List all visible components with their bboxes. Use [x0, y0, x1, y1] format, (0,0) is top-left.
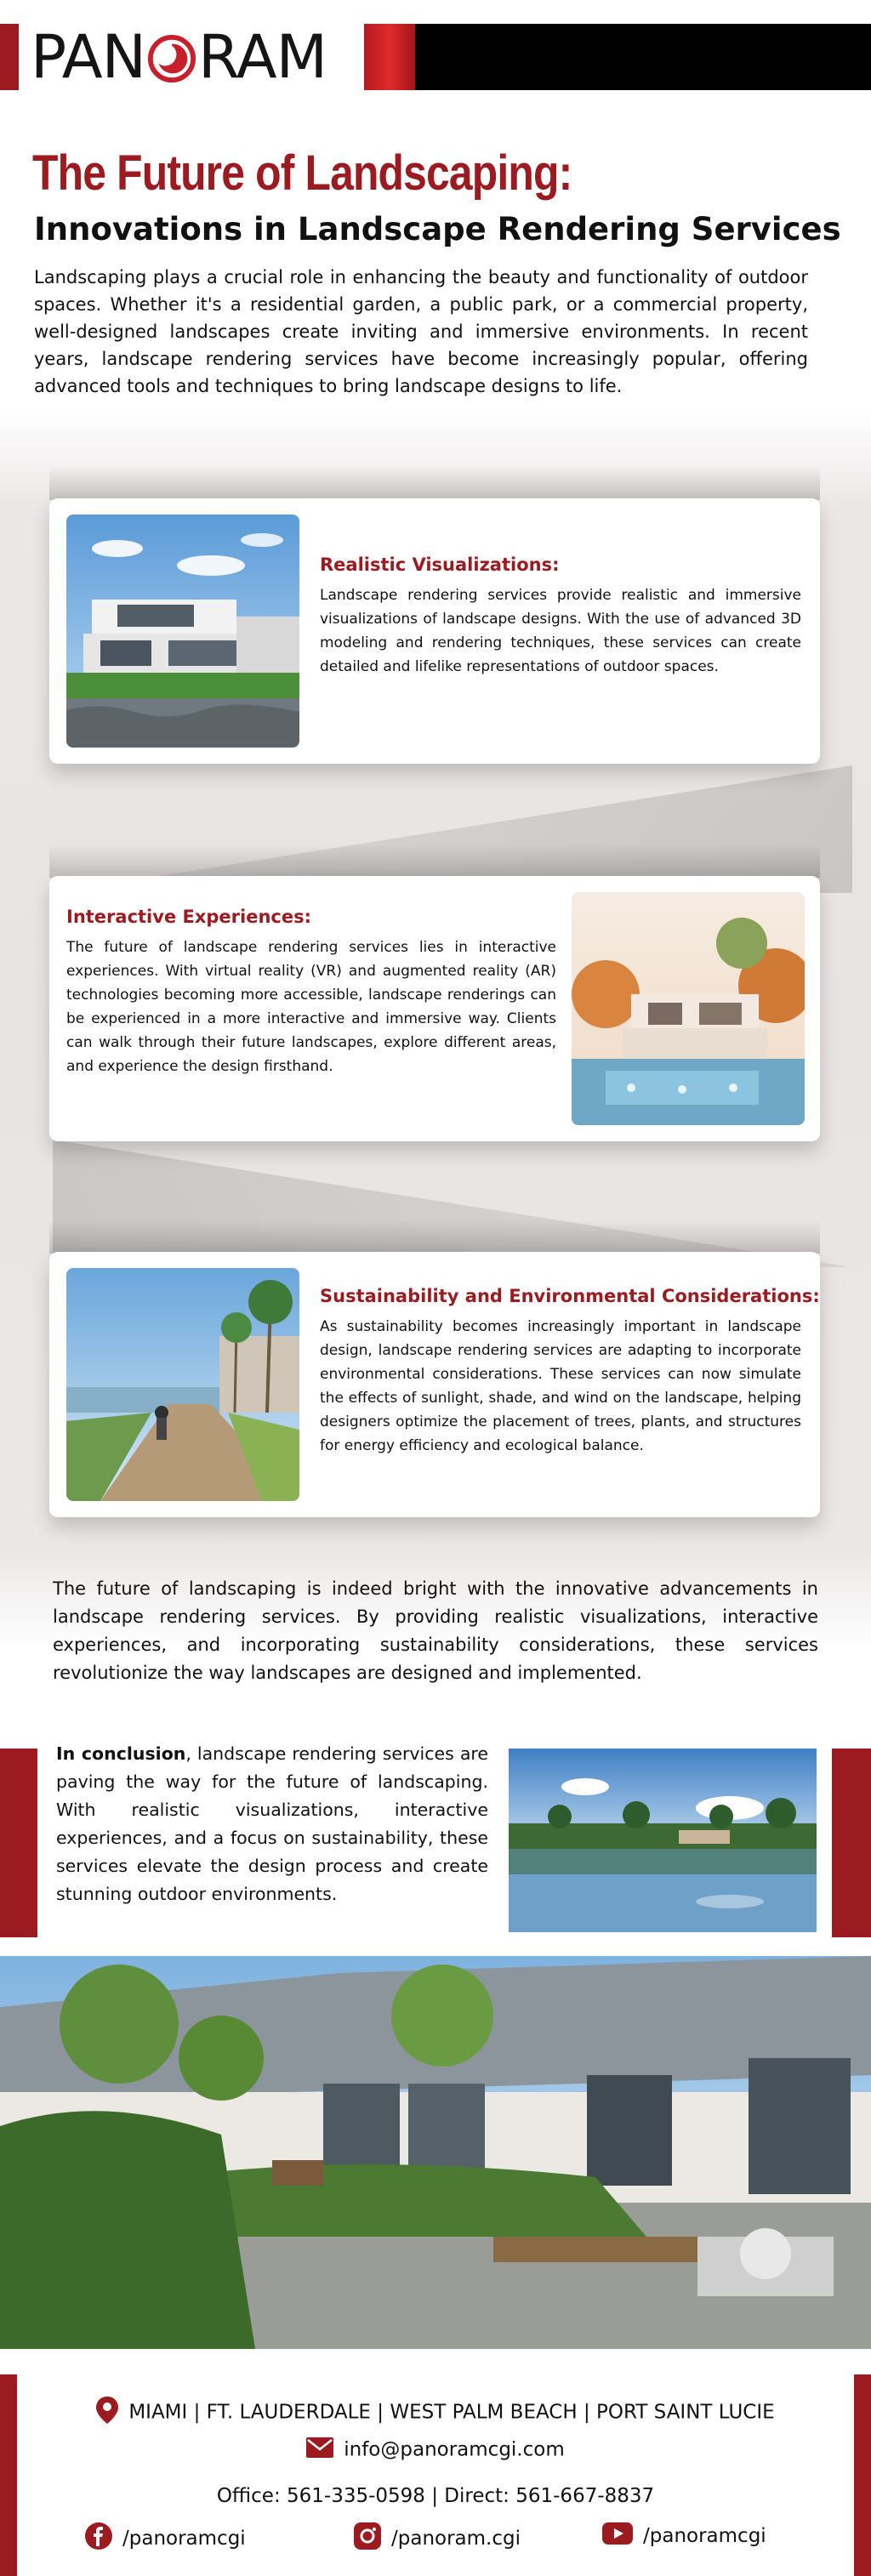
footer-phones: Office: 561-335-0598 | Direct: 561-667-8837 [216, 2485, 655, 2507]
conclusion-red-accent-right [832, 1749, 871, 1937]
footer-locations [0, 2397, 871, 2429]
tropical-lake-image [509, 1749, 817, 1932]
card-body: The future of landscape rendering services lies in interactive experiences. With virtual reality (VR) and augmented reality (AR) technologies becoming more accessible, landscape renderings can be experienced in a more interactive and immersive way. Clients can walk through their future landscapes, explore different areas, and experience the design firsthand. [66, 939, 556, 1075]
feature-card-realistic [49, 498, 820, 764]
card-body: Landscape rendering services provide realistic and immersive visualizations of landscape designs. With the use of advanced 3D modeling and rendering techniques, these services can create detailed and lifelike representations of outdoor spaces. [320, 587, 801, 675]
card-body: As sustainability becomes increasingly important in landscape design, landscape rendering services are adapting to incorporate environmental considerations. These services can now simulate the effects of sunlight, shade, and wind on the landscape, helping designers optimize the placement of trees, plants, and structures for energy efficiency and ecological balance. [320, 1318, 801, 1454]
swirl-o-icon [147, 34, 196, 83]
feature-card-interactive [49, 876, 820, 1141]
card-top-shadow [49, 1220, 820, 1254]
youtube-icon [602, 2522, 633, 2550]
conclusion-lead: In conclusion [56, 1743, 186, 1764]
header-red-bar [364, 24, 415, 90]
youtube-handle[interactable]: /panoramcgi [643, 2525, 766, 2547]
boardwalk-palms-image [66, 1268, 299, 1501]
conclusion-paragraph [56, 1740, 488, 1908]
locations-text: MIAMI | FT. LAUDERDALE | WEST PALM BEACH | PORT SAINT LUCIE [128, 2401, 775, 2424]
youtube-link[interactable] [602, 2522, 766, 2550]
instagram-handle[interactable]: /panoram.cgi [391, 2528, 521, 2550]
header-red-accent-left [0, 24, 19, 90]
envelope-icon [306, 2437, 333, 2463]
page-title: The Future of Landscaping: [32, 145, 572, 201]
header [0, 24, 871, 90]
email-link[interactable]: info@panoramcgi.com [344, 2438, 565, 2461]
intro-paragraph: Landscaping plays a crucial role in enhancing the beauty and functionality of outdoor spaces. Whether it's a residential garden, a public park, or a commercial property, well-designed landscapes create inviting and immersive environments. In recent years, landscape rendering services have become increasingly popular, offering advanced tools and techniques to bring landscape designs to life. [34, 267, 808, 396]
page-subtitle: Innovations in Landscape Rendering Services [34, 211, 841, 247]
card-heading: Interactive Experiences: [66, 907, 312, 927]
card-heading: Realistic Visualizations: [320, 554, 560, 575]
facebook-link[interactable] [85, 2522, 246, 2555]
facebook-icon [85, 2522, 112, 2555]
map-pin-icon [96, 2397, 118, 2429]
card-top-shadow [49, 466, 820, 500]
footer-email[interactable] [0, 2437, 871, 2463]
card-top-shadow [49, 844, 820, 878]
conclusion-red-accent-left [0, 1749, 37, 1937]
instagram-icon [354, 2522, 381, 2555]
panoram-logo[interactable] [31, 22, 327, 92]
conclusion-body: , landscape rendering services are paving the way for the future of landscaping. With realistic visualizations, interactive experiences, and a focus on sustainability, these services elevate the design process and create stunning outdoor environments. [56, 1743, 488, 1904]
courtyard-garden-image [0, 1956, 871, 2349]
logo-text-right: RAM [197, 22, 327, 92]
future-paragraph: The future of landscaping is indeed bright with the innovative advancements in landscape rendering services. By providing realistic visualizations, interactive experiences, and incorporating sustainability considerations, these services revolutionize the way landscapes are designed and implemented. [53, 1578, 818, 1683]
facebook-handle[interactable]: /panoramcgi [122, 2528, 246, 2550]
card-heading: Sustainability and Environmental Considerations: [320, 1286, 820, 1306]
feature-card-sustainability [49, 1252, 820, 1517]
instagram-link[interactable] [354, 2522, 521, 2555]
header-black-bar [415, 24, 871, 90]
autumn-villa-pool-image [572, 892, 805, 1125]
logo-text-left: PAN [31, 22, 145, 92]
modern-villa-image [66, 515, 299, 748]
